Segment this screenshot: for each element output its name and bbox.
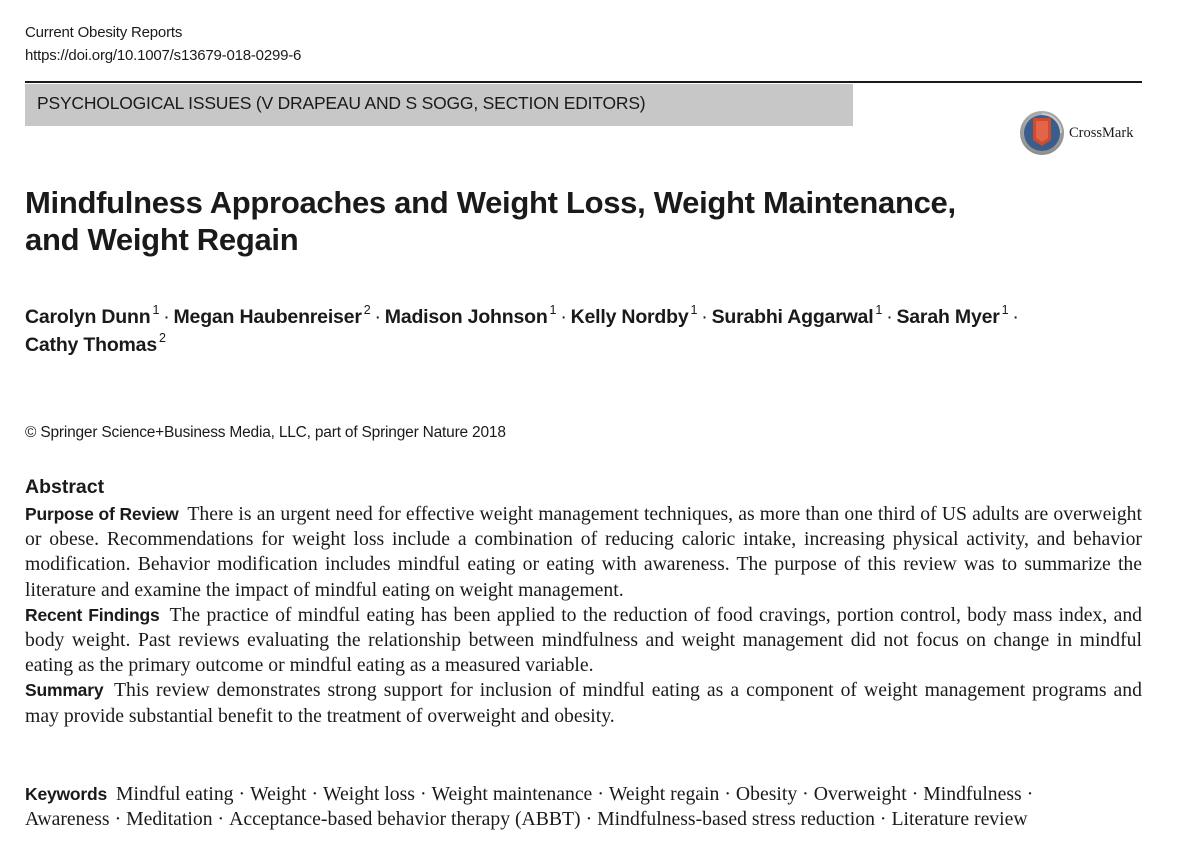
keyword-separator: ·: [802, 783, 809, 805]
author[interactable]: [25, 330, 166, 356]
author[interactable]: [570, 302, 698, 328]
keyword-separator: ·: [585, 808, 593, 831]
abstract-findings: [25, 603, 1142, 679]
author-separator: ·: [886, 306, 893, 328]
keyword: Weight regain: [608, 783, 720, 805]
keyword-separator: ·: [114, 808, 122, 831]
crossmark-badge[interactable]: [1019, 110, 1133, 156]
author[interactable]: [384, 302, 557, 328]
author-affiliation: 2: [158, 330, 166, 345]
keyword: Mindfulness-based stress reduction: [597, 808, 875, 831]
author[interactable]: [25, 302, 160, 328]
purpose-label: Purpose of Review: [25, 504, 179, 524]
author-separator: ·: [163, 306, 170, 328]
keyword: Weight loss: [323, 783, 415, 805]
author-affiliation: 1: [549, 302, 557, 317]
journal-name: Current Obesity Reports: [25, 24, 183, 41]
keyword-separator: ·: [419, 783, 427, 805]
author-affiliation: 1: [1001, 302, 1009, 317]
title-line-2: and Weight Regain: [25, 222, 299, 257]
keyword: Mindfulness: [923, 783, 1022, 805]
crossmark-icon: [1019, 110, 1065, 156]
section-title: PSYCHOLOGICAL ISSUES (V DRAPEAU AND S SOGG, SECTION EDITORS): [37, 93, 646, 113]
author-affiliation: 1: [875, 302, 883, 317]
keyword: Weight: [250, 783, 307, 805]
author-affiliation: 2: [363, 302, 371, 317]
author-affiliation: 1: [152, 302, 160, 317]
keyword-separator: ·: [724, 783, 731, 805]
section-banner: [25, 84, 853, 126]
author-separator: ·: [701, 306, 708, 328]
keyword-separator: ·: [911, 783, 919, 805]
keyword: Mindful eating: [115, 783, 234, 805]
author-name: Cathy Thomas: [25, 334, 157, 356]
keyword-separator: ·: [238, 783, 246, 805]
abstract-purpose: [25, 502, 1142, 603]
findings-label: Recent Findings: [25, 604, 160, 625]
author-separator: ·: [560, 306, 567, 328]
author[interactable]: [173, 302, 371, 328]
author-name: Carolyn Dunn: [25, 306, 151, 328]
copyright-notice: © Springer Science+Business Media, LLC, part of Springer Nature 2018: [25, 424, 506, 441]
keyword-separator: ·: [879, 808, 887, 831]
doi-link[interactable]: https://doi.org/10.1007/s13679-018-0299-6: [25, 47, 302, 64]
keyword-separator: ·: [311, 783, 319, 805]
findings-text: The practice of mindful eating has been applied to the reduction of food cravings, portion control, body mass index, and body weight. Past reviews evaluating the relationship between mindfulness and weight management did not focus on change in mindful eating as the primary outcome or mindful eating as a measured variable.: [25, 603, 1143, 677]
keywords-label: Keywords: [25, 784, 108, 804]
abstract-heading: Abstract: [25, 476, 105, 498]
keywords-section: [25, 782, 1142, 832]
keyword: Meditation: [126, 808, 213, 831]
author-name: Sarah Myer: [896, 306, 1000, 328]
author-name: Megan Haubenreiser: [173, 306, 362, 328]
author-separator: ·: [1012, 306, 1019, 328]
journal-header: [25, 21, 301, 67]
keyword-separator: ·: [217, 808, 225, 831]
keyword-separator: ·: [597, 783, 604, 805]
keyword: Acceptance-based behavior therapy (ABBT): [229, 808, 581, 831]
keyword-separator: ·: [1026, 783, 1034, 805]
author[interactable]: [711, 302, 883, 328]
keyword: Awareness: [25, 808, 110, 831]
abstract-summary: [25, 678, 1142, 728]
purpose-text: There is an urgent need for effective weight management techniques, as more than one third of US adults are overweight or obese. Recommendations for weight loss include a combination of reducing caloric intake, increasing physical activity, and behavior modification. Behavior modification includes mindful eating or eating with awareness. The purpose of this review was to summarize the literature and examine the impact of mindful eating on weight management.: [25, 503, 1142, 601]
crossmark-label: CrossMark: [1069, 124, 1134, 141]
author-list: [25, 303, 1145, 359]
abstract-body: [25, 502, 1142, 729]
header-rule: [25, 81, 1142, 83]
keyword: Overweight: [813, 783, 907, 805]
keyword: Weight maintenance: [431, 783, 593, 805]
summary-label: Summary: [25, 680, 104, 701]
summary-text: This review demonstrates strong support for inclusion of mindful eating as a component of weight management programs and may provide substantial benefit to the treatment of overweight and obesity.: [25, 679, 1142, 727]
title-line-1: Mindfulness Approaches and Weight Loss, Weight Maintenance,: [25, 185, 956, 220]
author-affiliation: 1: [690, 302, 698, 317]
keyword: Obesity: [735, 783, 798, 805]
author-name: Surabhi Aggarwal: [711, 306, 874, 328]
keyword: Literature review: [891, 808, 1028, 831]
author-name: Kelly Nordby: [570, 306, 689, 328]
author-name: Madison Johnson: [384, 306, 548, 328]
author[interactable]: [896, 302, 1009, 328]
author-separator: ·: [374, 306, 381, 328]
article-title: [25, 184, 1025, 258]
